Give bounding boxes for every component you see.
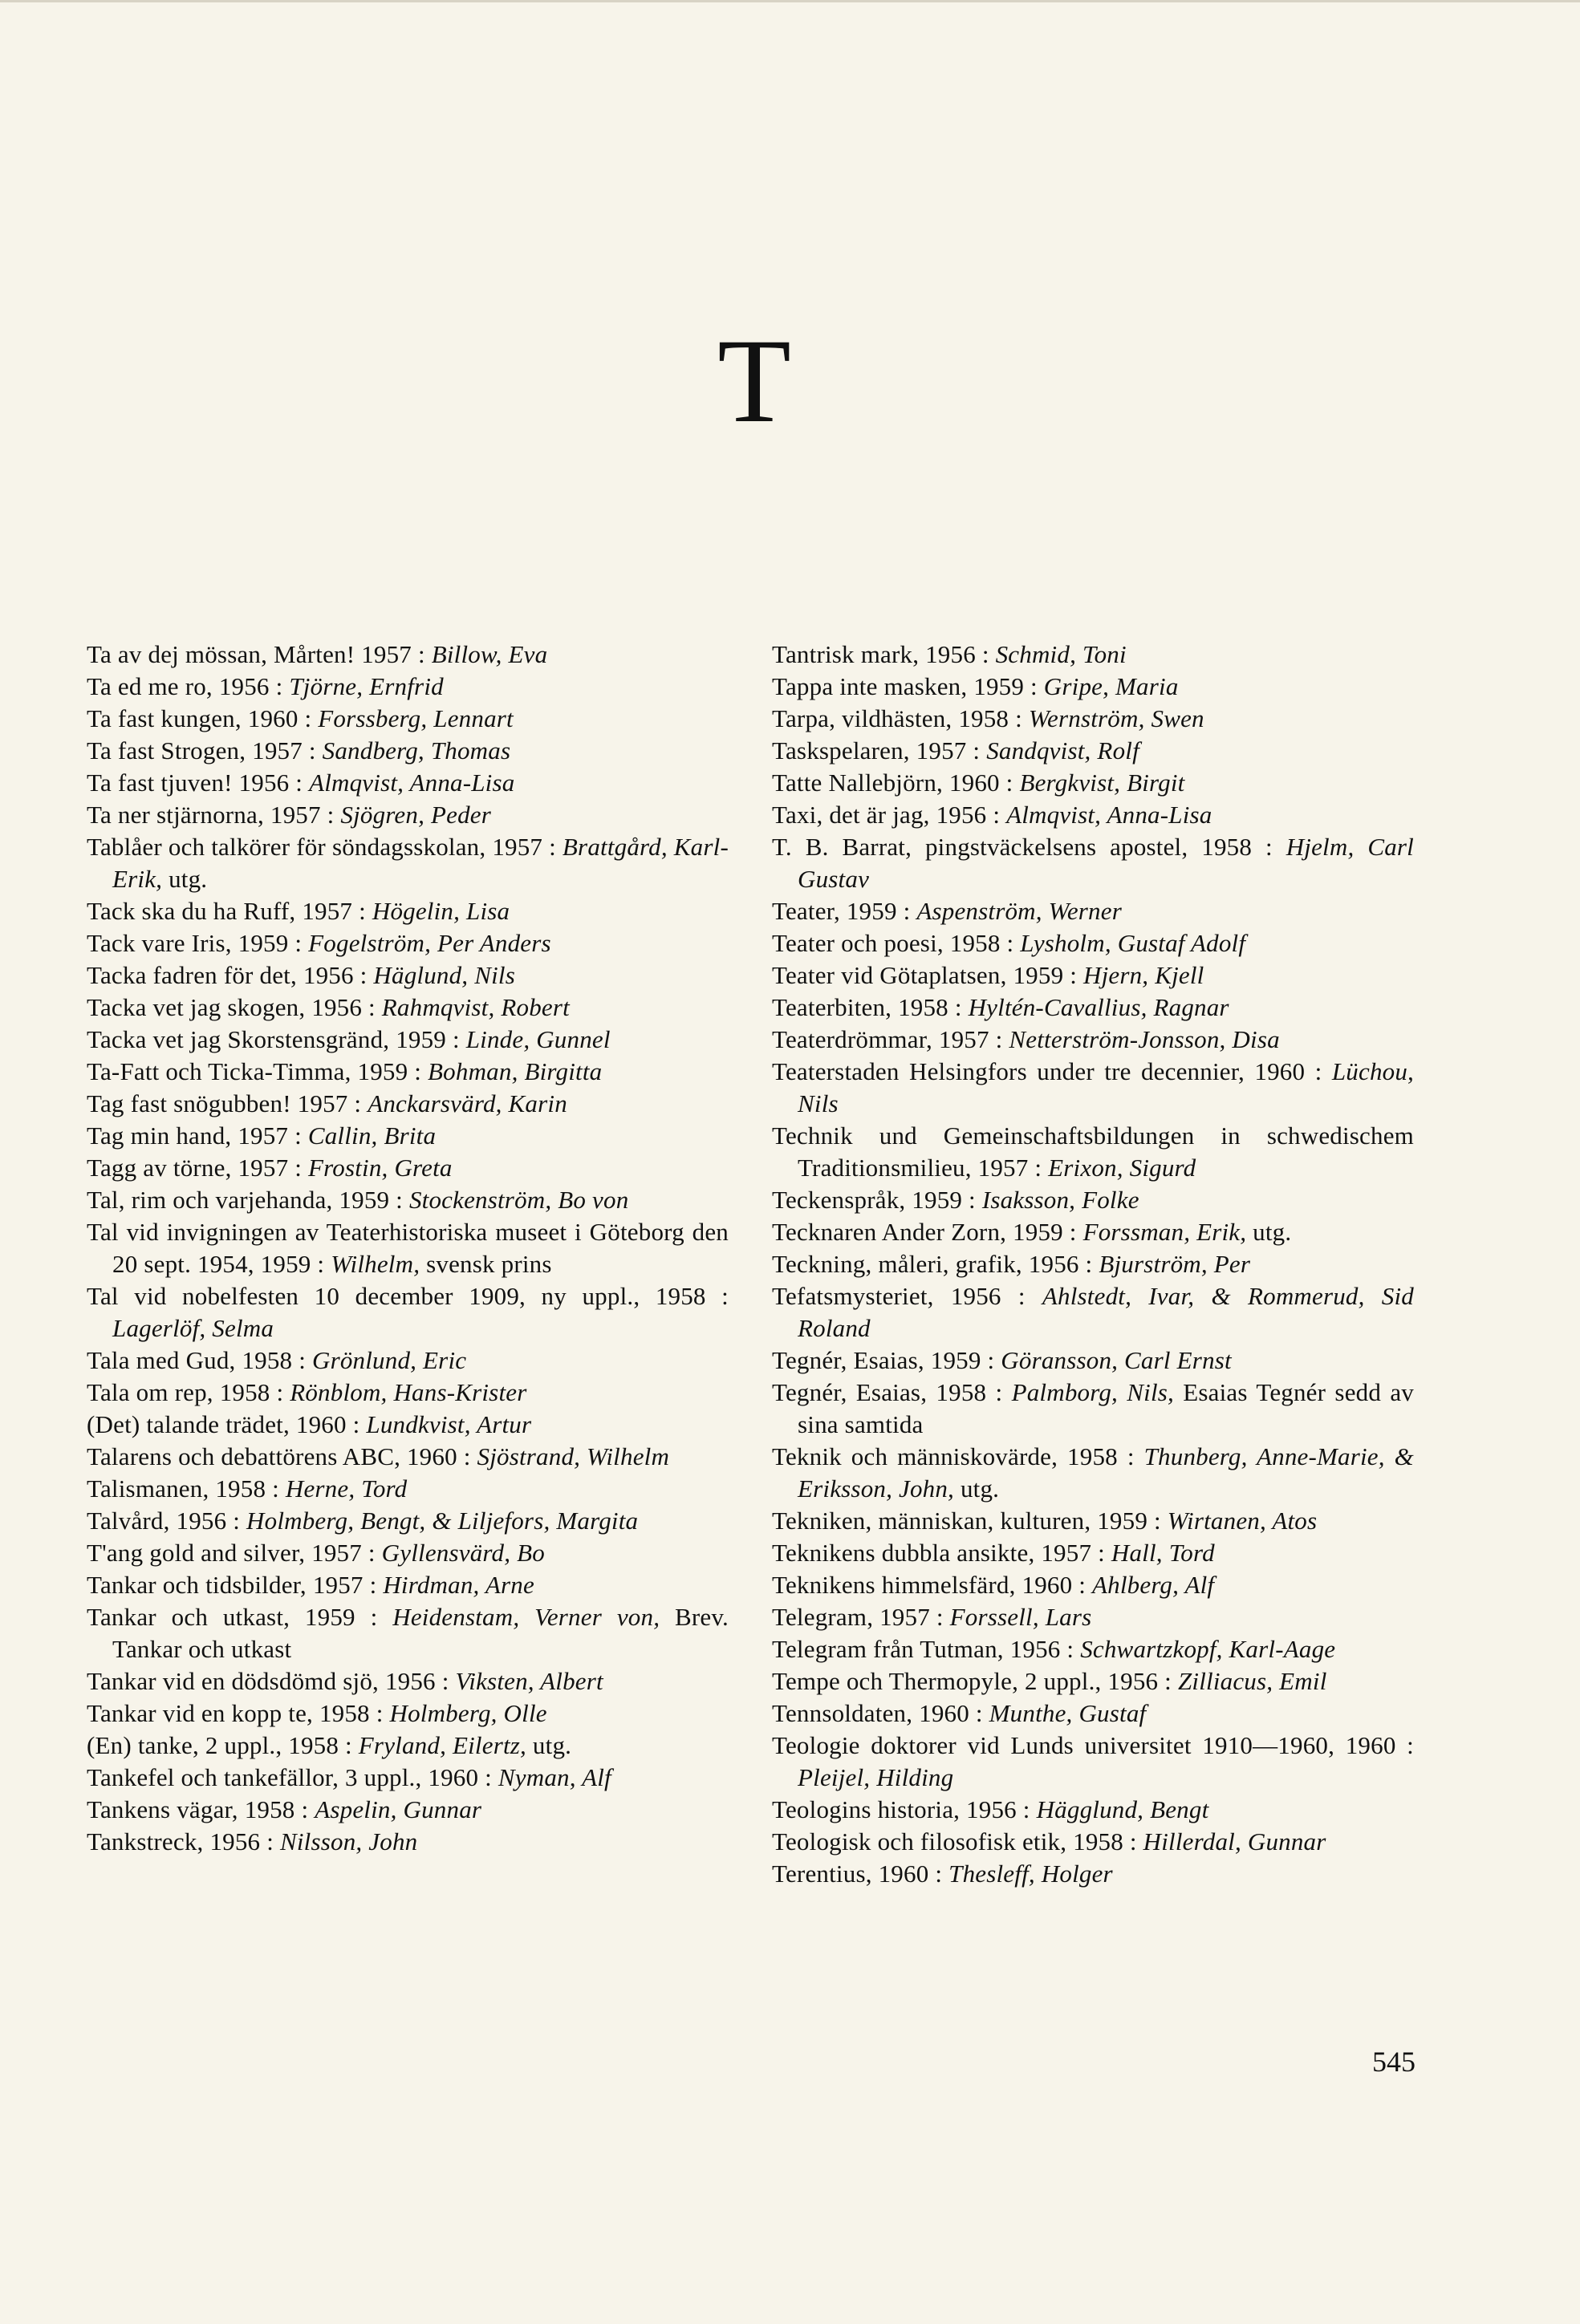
- index-entry: [87, 1409, 729, 1441]
- entry-author: Lysholm, Gustaf Adolf: [1020, 929, 1246, 957]
- index-entry: [87, 735, 729, 767]
- index-entry: [87, 767, 729, 799]
- entry-title: Talarens och debattörens ABC, 1960 :: [87, 1442, 477, 1470]
- entry-title: Tal, rim och varjehanda, 1959 :: [87, 1186, 409, 1214]
- entry-author: Hirdman, Arne: [383, 1571, 534, 1599]
- entry-note: utg.: [526, 1731, 572, 1759]
- entry-title: Tack vare Iris, 1959 :: [87, 929, 309, 957]
- index-entry: [772, 703, 1414, 735]
- entry-author: Göransson, Carl Ernst: [1001, 1346, 1232, 1374]
- entry-author: Pleijel, Hilding: [798, 1763, 954, 1791]
- entry-title: Tappa inte masken, 1959 :: [772, 672, 1044, 700]
- entry-title: Tala med Gud, 1958 :: [87, 1346, 312, 1374]
- index-entry: [87, 895, 729, 927]
- index-entry: [772, 1697, 1414, 1730]
- entry-author: Gripe, Maria: [1043, 672, 1179, 700]
- entry-title: Teckenspråk, 1959 :: [772, 1186, 982, 1214]
- entry-author: Viksten, Albert: [455, 1667, 603, 1695]
- entry-title: T. B. Barrat, pingstväckelsens apostel, 1958 :: [772, 833, 1286, 861]
- right-column: [772, 639, 1414, 1890]
- entry-author: Lüchou, Nils: [798, 1057, 1414, 1117]
- entry-note: Brev. Tankar och utkast: [112, 1603, 729, 1663]
- entry-title: Tankstreck, 1956 :: [87, 1827, 280, 1856]
- entry-author: Linde, Gunnel: [465, 1025, 611, 1053]
- entry-author: Thesleff, Holger: [948, 1860, 1113, 1888]
- entry-author: Thunberg, Anne-Marie, & Eriksson, John,: [798, 1442, 1414, 1503]
- entry-author: Fryland, Eilertz,: [358, 1731, 526, 1759]
- entry-author: Tjörne, Ernfrid: [289, 672, 444, 700]
- index-entry: [772, 767, 1414, 799]
- entry-author: Erixon, Sigurd: [1048, 1154, 1196, 1182]
- entry-title: Tankar vid en kopp te, 1958 :: [87, 1699, 390, 1727]
- entry-author: Brattgård, Karl-Erik,: [112, 833, 729, 893]
- index-entry: [772, 1537, 1414, 1569]
- page-number: 545: [1372, 2046, 1416, 2078]
- entry-author: Anckarsvärd, Karin: [368, 1089, 567, 1117]
- entry-author: Ahlstedt, Ivar, & Rommerud, Sid Roland: [798, 1282, 1414, 1342]
- entry-title: Talvård, 1956 :: [87, 1507, 247, 1535]
- entry-title: Tal vid nobelfesten 10 december 1909, ny uppl., 1958 :: [87, 1282, 729, 1310]
- entry-title: Tankens vägar, 1958 :: [87, 1795, 315, 1823]
- entry-author: Ahlberg, Alf: [1092, 1571, 1215, 1599]
- entry-author: Bergkvist, Birgit: [1019, 769, 1185, 797]
- entry-author: Högelin, Lisa: [372, 897, 510, 925]
- index-entry: [87, 1537, 729, 1569]
- entry-title: Tankar och utkast, 1959 :: [87, 1603, 393, 1631]
- entry-author: Wilhelm,: [331, 1250, 420, 1278]
- entry-title: Telegram från Tutman, 1956 :: [772, 1635, 1081, 1663]
- index-entry: [87, 1152, 729, 1184]
- index-entry: [772, 1120, 1414, 1184]
- index-entry: [772, 1184, 1414, 1216]
- entry-title: Ta fast Strogen, 1957 :: [87, 736, 323, 765]
- entry-title: Ta ed me ro, 1956 :: [87, 672, 290, 700]
- entry-author: Frostin, Greta: [308, 1154, 453, 1182]
- index-entry: [772, 895, 1414, 927]
- entry-author: Munthe, Gustaf: [989, 1699, 1147, 1727]
- entry-title: Teknikens dubbla ansikte, 1957 :: [772, 1539, 1111, 1567]
- entry-title: Tecknaren Ander Zorn, 1959 :: [772, 1218, 1083, 1246]
- entry-author: Schwartzkopf, Karl-Aage: [1080, 1635, 1336, 1663]
- index-entry: [772, 1601, 1414, 1633]
- entry-title: Tala om rep, 1958 :: [87, 1378, 290, 1406]
- index-entry: [87, 1730, 729, 1762]
- entry-author: Zilliacus, Emil: [1177, 1667, 1327, 1695]
- entry-title: Technik und Gemeinschaftsbildungen in schwedischem Traditionsmilieu, 1957 :: [772, 1121, 1414, 1182]
- index-entry: [87, 1216, 729, 1280]
- index-entry: [772, 1633, 1414, 1665]
- index-entry: [87, 1184, 729, 1216]
- entry-title: Teologie doktorer vid Lunds universitet 1910—1960, 1960 :: [772, 1731, 1414, 1759]
- index-entry: [772, 927, 1414, 959]
- entry-title: Ta-Fatt och Ticka-Timma, 1959 :: [87, 1057, 429, 1085]
- index-entry: [772, 1248, 1414, 1280]
- index-entry: [87, 1505, 729, 1537]
- index-entry: [772, 1569, 1414, 1601]
- entry-author: Sandberg, Thomas: [322, 736, 511, 765]
- entry-author: Sjöstrand, Wilhelm: [477, 1442, 670, 1470]
- entry-author: Bohman, Birgitta: [428, 1057, 603, 1085]
- entry-author: Rahmqvist, Robert: [381, 993, 570, 1021]
- entry-title: Tegnér, Esaias, 1958 :: [772, 1378, 1012, 1406]
- entry-note: svensk prins: [420, 1250, 552, 1278]
- index-entry: [87, 1377, 729, 1409]
- entry-title: Tag fast snögubben! 1957 :: [87, 1089, 368, 1117]
- entry-title: Teater, 1959 :: [772, 897, 917, 925]
- entry-title: (En) tanke, 2 uppl., 1958 :: [87, 1731, 359, 1759]
- index-entry: [772, 799, 1414, 831]
- index-entry: [772, 831, 1414, 895]
- index-entry: [87, 1024, 729, 1056]
- index-entry: [87, 671, 729, 703]
- entry-author: Netterström-Jonsson, Disa: [1009, 1025, 1280, 1053]
- index-entry: [772, 639, 1414, 671]
- index-entry: [87, 1441, 729, 1473]
- entry-title: Teater vid Götaplatsen, 1959 :: [772, 961, 1083, 989]
- entry-title: Tempe och Thermopyle, 2 uppl., 1956 :: [772, 1667, 1178, 1695]
- entry-title: Ta ner stjärnorna, 1957 :: [87, 801, 341, 829]
- entry-title: Tag min hand, 1957 :: [87, 1121, 308, 1150]
- entry-author: Almqvist, Anna-Lisa: [1006, 801, 1212, 829]
- entry-title: Ta fast kungen, 1960 :: [87, 704, 319, 732]
- entry-author: Forssberg, Lennart: [318, 704, 514, 732]
- entry-author: Almqvist, Anna-Lisa: [309, 769, 515, 797]
- entry-title: Tankar vid en dödsdömd sjö, 1956 :: [87, 1667, 456, 1695]
- index-entry: [772, 1826, 1414, 1858]
- index-entry: [87, 1473, 729, 1505]
- index-entry: [87, 639, 729, 671]
- entry-author: Herne, Tord: [285, 1474, 408, 1503]
- entry-title: Terentius, 1960 :: [772, 1860, 949, 1888]
- index-entry: [87, 1697, 729, 1730]
- index-entry: [772, 1056, 1414, 1120]
- index-entry: [87, 1056, 729, 1088]
- entry-title: Taxi, det är jag, 1956 :: [772, 801, 1007, 829]
- entry-title: Tacka vet jag skogen, 1956 :: [87, 993, 382, 1021]
- entry-author: Nilsson, John: [279, 1827, 418, 1856]
- entry-author: Lundkvist, Artur: [366, 1410, 532, 1438]
- entry-title: Tefatsmysteriet, 1956 :: [772, 1282, 1042, 1310]
- entry-title: Ta av dej mössan, Mårten! 1957 :: [87, 640, 432, 668]
- index-entry: [87, 1762, 729, 1794]
- entry-title: Ta fast tjuven! 1956 :: [87, 769, 310, 797]
- entry-author: Holmberg, Bengt, & Liljefors, Margita: [246, 1507, 639, 1535]
- entry-author: Nyman, Alf: [498, 1763, 611, 1791]
- entry-title: Tankar och tidsbilder, 1957 :: [87, 1571, 384, 1599]
- entry-author: Forssell, Lars: [949, 1603, 1092, 1631]
- entry-author: Häglund, Nils: [373, 961, 515, 989]
- entry-title: Telegram, 1957 :: [772, 1603, 950, 1631]
- entry-author: Hägglund, Bengt: [1036, 1795, 1209, 1823]
- entry-title: Teaterstaden Helsingfors under tre decennier, 1960 :: [772, 1057, 1332, 1085]
- entry-title: Tacka fadren för det, 1956 :: [87, 961, 374, 989]
- entry-author: Forssman, Erik,: [1082, 1218, 1247, 1246]
- entry-author: Bjurström, Per: [1099, 1250, 1251, 1278]
- index-entry: [87, 831, 729, 895]
- entry-title: Tantrisk mark, 1956 :: [772, 640, 996, 668]
- index-entry: [772, 1665, 1414, 1697]
- index-entry: [772, 959, 1414, 992]
- entry-title: Tagg av törne, 1957 :: [87, 1154, 308, 1182]
- entry-title: Teaterdrömmar, 1957 :: [772, 1025, 1009, 1053]
- entry-author: Sjögren, Peder: [340, 801, 491, 829]
- entry-title: Teologisk och filosofisk etik, 1958 :: [772, 1827, 1143, 1856]
- entry-title: Tarpa, vildhästen, 1958 :: [772, 704, 1029, 732]
- entry-author: Palmborg, Nils,: [1011, 1378, 1174, 1406]
- entry-title: Tatte Nallebjörn, 1960 :: [772, 769, 1020, 797]
- left-column: [87, 639, 729, 1858]
- entry-title: Tablåer och talkörer för söndagsskolan, 1957 :: [87, 833, 563, 861]
- entry-author: Billow, Eva: [431, 640, 548, 668]
- index-entry: [87, 1569, 729, 1601]
- entry-author: Hjern, Kjell: [1082, 961, 1204, 989]
- index-entry: [772, 1024, 1414, 1056]
- index-entry: [87, 799, 729, 831]
- index-entry: [87, 1120, 729, 1152]
- entry-title: (Det) talande trädet, 1960 :: [87, 1410, 367, 1438]
- entry-title: Teknik och människovärde, 1958 :: [772, 1442, 1144, 1470]
- entry-title: Tennsoldaten, 1960 :: [772, 1699, 989, 1727]
- entry-author: Hillerdal, Gunnar: [1143, 1827, 1326, 1856]
- entry-author: Hall, Tord: [1111, 1539, 1215, 1567]
- entry-title: Tack ska du ha Ruff, 1957 :: [87, 897, 372, 925]
- entry-author: Aspenström, Werner: [916, 897, 1122, 925]
- entry-author: Wernström, Swen: [1028, 704, 1204, 732]
- entry-author: Schmid, Toni: [995, 640, 1127, 668]
- entry-author: Holmberg, Olle: [389, 1699, 547, 1727]
- entry-author: Grönlund, Eric: [311, 1346, 467, 1374]
- section-letter: T: [717, 314, 791, 448]
- entry-title: Teologins historia, 1956 :: [772, 1795, 1037, 1823]
- index-entry: [772, 1345, 1414, 1377]
- entry-title: Teknikens himmelsfärd, 1960 :: [772, 1571, 1093, 1599]
- index-entry: [772, 735, 1414, 767]
- top-edge-rule: [0, 0, 1580, 2]
- index-entry: [772, 1858, 1414, 1890]
- index-entry: [772, 1280, 1414, 1345]
- entry-author: Stockenström, Bo von: [408, 1186, 629, 1214]
- index-entry: [87, 1665, 729, 1697]
- entry-author: Heidenstam, Verner von,: [392, 1603, 660, 1631]
- entry-title: Tal vid invigningen av Teaterhistoriska museet i Göteborg den 20 sept. 1954, 1959 :: [87, 1218, 729, 1278]
- entry-author: Aspelin, Gunnar: [315, 1795, 482, 1823]
- entry-title: Teaterbiten, 1958 :: [772, 993, 969, 1021]
- index-entry: [87, 1601, 729, 1665]
- entry-note: Esaias Tegnér sedd av sina samtida: [798, 1378, 1414, 1438]
- entry-author: Fogelström, Per Anders: [308, 929, 551, 957]
- entry-note: utg.: [954, 1474, 1000, 1503]
- entry-author: Hjelm, Carl Gustav: [798, 833, 1414, 893]
- entry-title: Talismanen, 1958 :: [87, 1474, 286, 1503]
- entry-title: Teater och poesi, 1958 :: [772, 929, 1021, 957]
- entry-author: Hyltén-Cavallius, Ragnar: [968, 993, 1229, 1021]
- index-entry: [87, 1826, 729, 1858]
- index-entry: [772, 1505, 1414, 1537]
- entry-author: Sandqvist, Rolf: [986, 736, 1139, 765]
- entry-author: Isaksson, Folke: [981, 1186, 1139, 1214]
- index-entry: [772, 1216, 1414, 1248]
- entry-author: Lagerlöf, Selma: [112, 1314, 274, 1342]
- entry-title: Tekniken, människan, kulturen, 1959 :: [772, 1507, 1168, 1535]
- index-entry: [772, 1441, 1414, 1505]
- entry-title: T'ang gold and silver, 1957 :: [87, 1539, 382, 1567]
- index-entry: [772, 1794, 1414, 1826]
- index-entry: [772, 1377, 1414, 1441]
- index-entry: [87, 992, 729, 1024]
- index-entry: [772, 1730, 1414, 1794]
- index-entry: [87, 927, 729, 959]
- entry-note: utg.: [162, 865, 208, 893]
- index-entry: [87, 1345, 729, 1377]
- entry-author: Gyllensvärd, Bo: [381, 1539, 545, 1567]
- entry-title: Tankefel och tankefällor, 3 uppl., 1960 :: [87, 1763, 498, 1791]
- entry-note: utg.: [1246, 1218, 1292, 1246]
- index-entry: [87, 959, 729, 992]
- index-entry: [772, 671, 1414, 703]
- index-entry: [87, 1088, 729, 1120]
- entry-title: Tacka vet jag Skorstensgränd, 1959 :: [87, 1025, 466, 1053]
- index-entry: [87, 1794, 729, 1826]
- entry-author: Callin, Brita: [307, 1121, 437, 1150]
- entry-author: Rönblom, Hans-Krister: [290, 1378, 527, 1406]
- entry-title: Teckning, måleri, grafik, 1956 :: [772, 1250, 1099, 1278]
- entry-title: Tegnér, Esaias, 1959 :: [772, 1346, 1001, 1374]
- index-entry: [87, 1280, 729, 1345]
- index-entry: [772, 992, 1414, 1024]
- entry-author: Wirtanen, Atos: [1167, 1507, 1318, 1535]
- index-entry: [87, 703, 729, 735]
- entry-title: Taskspelaren, 1957 :: [772, 736, 987, 765]
